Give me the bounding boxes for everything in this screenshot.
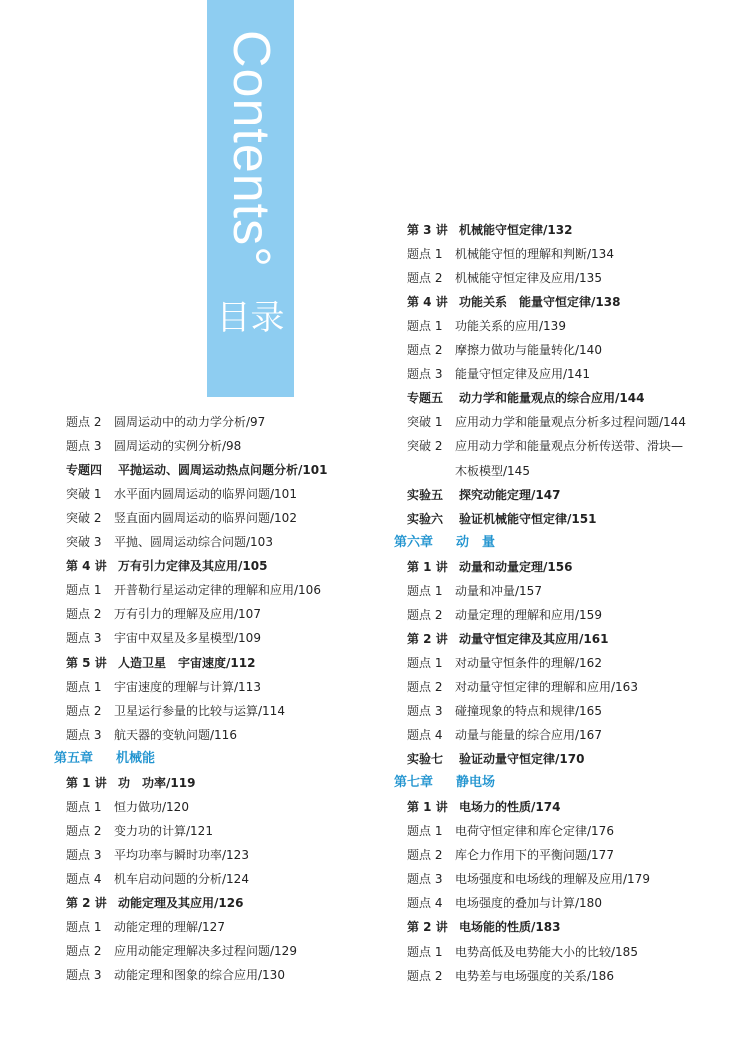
toc-entry-title: 圆周运动的实例分析/98 <box>114 439 242 454</box>
toc-entry-title: 机械能守恒的理解和判断/134 <box>455 247 614 262</box>
toc-entry-section <box>66 651 255 675</box>
toc-entry-label: 题点 2 <box>66 703 102 718</box>
toc-entry-label: 题点 1 <box>66 920 102 935</box>
toc-entry-label: 第 3 讲 <box>407 223 448 237</box>
toc-entry-label: 题点 2 <box>407 343 443 358</box>
toc-entry-label: 题点 2 <box>407 848 443 863</box>
toc-entry-title: 电势高低及电势能大小的比较/185 <box>455 944 638 959</box>
toc-entry-label: 题点 3 <box>66 968 102 983</box>
toc-entry-label: 突破 2 <box>66 511 102 526</box>
toc-entry-chapter <box>394 531 495 555</box>
toc-entry-label: 题点 1 <box>66 799 102 814</box>
contents-title-cn: 目录 <box>216 298 285 338</box>
toc-entry-title: 平均功率与瞬时功率/123 <box>114 847 249 862</box>
toc-entry-label: 第七章 <box>394 775 434 791</box>
toc-entry-topic <box>407 362 590 386</box>
toc-entry-label: 第 5 讲 <box>66 655 107 670</box>
toc-entry-title: 动 量 <box>456 534 496 550</box>
toc-entry-label: 第五章 <box>54 750 94 766</box>
toc-entry-topic <box>407 819 614 843</box>
toc-entry-title: 机械能 <box>116 750 156 766</box>
toc-entry-title: 水平面内圆周运动的临界问题/101 <box>114 487 297 502</box>
toc-entry-title: 人造卫星 宇宙速度/112 <box>118 655 256 670</box>
toc-entry-label: 题点 3 <box>66 847 102 862</box>
toc-entry-label: 突破 3 <box>66 535 102 550</box>
toc-entry-title: 电场强度的叠加与计算/180 <box>455 896 602 911</box>
toc-entry-topic <box>407 699 602 723</box>
toc-entry-topic <box>66 795 189 819</box>
contents-banner <box>207 0 294 397</box>
toc-entry-section <box>66 891 243 915</box>
toc-entry-topic <box>407 723 602 747</box>
toc-entry-label: 题点 3 <box>66 631 102 646</box>
toc-entry-topic <box>407 843 614 867</box>
toc-entry-topic <box>407 338 602 362</box>
toc-entry-section <box>407 795 560 819</box>
toc-entry-label: 题点 2 <box>66 823 102 838</box>
toc-entry-title: 功 功率/119 <box>118 775 196 790</box>
toc-entry-section <box>407 218 572 242</box>
toc-entry-title: 对动量守恒条件的理解/162 <box>455 655 602 670</box>
toc-entry-topic <box>407 891 602 915</box>
toc-entry-section <box>407 290 620 314</box>
toc-entry-title: 摩擦力做功与能量转化/140 <box>455 343 602 358</box>
toc-entry-label: 题点 2 <box>407 607 443 622</box>
toc-entry-title: 碰撞现象的特点和规律/165 <box>455 704 602 718</box>
toc-entry-label: 专题五 <box>407 391 444 406</box>
toc-entry-section <box>407 627 608 651</box>
toc-entry-label: 题点 3 <box>66 727 102 742</box>
toc-entry-section <box>407 555 572 579</box>
toc-entry-special <box>66 458 327 482</box>
toc-entry-label: 题点 4 <box>407 896 443 911</box>
toc-entry-label: 题点 1 <box>66 583 102 598</box>
toc-entry-title: 航天器的变轨问题/116 <box>114 727 237 742</box>
toc-entry-label: 题点 1 <box>407 583 443 598</box>
toc-entry-topic <box>66 699 285 723</box>
toc-entry-topic <box>66 939 297 963</box>
toc-entry-title: 宇宙速度的理解与计算/113 <box>114 679 261 694</box>
toc-entry-label: 题点 3 <box>407 704 443 718</box>
toc-entry-title: 电场强度和电场线的理解及应用/179 <box>455 872 650 887</box>
toc-entry-topic <box>66 963 285 987</box>
toc-entry-title: 万有引力定律及其应用/105 <box>118 559 268 574</box>
toc-entry-topic <box>407 867 650 891</box>
toc-entry-title: 电势差与电场强度的关系/186 <box>455 968 614 983</box>
toc-entry-topic <box>407 314 566 338</box>
toc-entry-chapter <box>54 747 155 771</box>
toc-entry-title: 探究动能定理/147 <box>459 487 561 502</box>
toc-entry-experiment <box>407 483 560 507</box>
toc-entry-title: 动力学和能量观点的综合应用/144 <box>459 391 645 406</box>
toc-entry-title: 功能关系 能量守恒定律/138 <box>459 295 621 310</box>
toc-entry-title: 平抛、圆周运动综合问题/103 <box>114 535 273 550</box>
toc-entry-topic <box>407 410 686 434</box>
toc-entry-label: 题点 3 <box>407 367 443 382</box>
toc-entry-topic <box>66 819 213 843</box>
toc-entry-topic <box>66 434 241 458</box>
toc-entry-title: 变力功的计算/121 <box>114 823 213 838</box>
toc-entry-topic <box>66 723 237 747</box>
toc-entry-label: 实验六 <box>407 511 444 526</box>
toc-entry-topic <box>407 579 542 603</box>
toc-entry-topic <box>407 964 614 988</box>
toc-entry-title: 动量和动量定理/156 <box>459 559 573 574</box>
toc-entry-section <box>66 554 267 578</box>
toc-entry-label: 第 1 讲 <box>407 559 448 574</box>
toc-entry-title: 应用动力学和能量观点分析多过程问题/144 <box>455 415 686 430</box>
toc-entry-title: 静电场 <box>456 775 496 791</box>
toc-entry-label: 题点 1 <box>407 944 443 959</box>
toc-entry-topic <box>407 242 614 266</box>
toc-entry-label: 题点 4 <box>66 871 102 886</box>
toc-entry-title: 宇宙中双星及多星模型/109 <box>114 631 261 646</box>
toc-entry-topic <box>407 675 638 699</box>
toc-entry-topic <box>66 843 249 867</box>
toc-entry-topic <box>407 651 602 675</box>
toc-entry-title: 电场能的性质/183 <box>459 920 561 935</box>
toc-entry-title: 动量守恒定律及其应用/161 <box>459 631 609 646</box>
toc-entry-title: 木板模型/145 <box>455 463 530 478</box>
toc-entry-label: 第 2 讲 <box>407 631 448 646</box>
toc-entry-section <box>407 915 560 939</box>
toc-entry-section <box>66 771 195 795</box>
toc-entry-label: 题点 1 <box>407 655 443 670</box>
toc-entry-topic <box>66 482 297 506</box>
toc-entry-label: 突破 1 <box>66 487 102 502</box>
toc-entry-experiment <box>407 747 584 771</box>
toc-entry-title: 应用动力学和能量观点分析传送带、滑块— <box>455 439 684 454</box>
toc-entry-label: 突破 1 <box>407 415 443 430</box>
toc-entry-label: 题点 2 <box>407 271 443 286</box>
toc-entry-label: 实验五 <box>407 487 444 502</box>
toc-entry-label: 题点 1 <box>407 824 443 839</box>
toc-entry-title: 动量与能量的综合应用/167 <box>455 728 602 743</box>
toc-entry-label: 题点 2 <box>66 415 102 429</box>
toc-entry-title: 机车启动问题的分析/124 <box>114 871 249 886</box>
toc-entry-label: 题点 3 <box>66 439 102 454</box>
toc-entry-label: 第 1 讲 <box>66 775 107 790</box>
toc-entry-title: 卫星运行参量的比较与运算/114 <box>114 703 285 718</box>
toc-entry-label: 实验七 <box>407 752 444 767</box>
toc-entry-special <box>407 386 644 410</box>
toc-entry-title: 竖直面内圆周运动的临界问题/102 <box>114 511 297 526</box>
toc-entry-label: 题点 1 <box>407 319 443 334</box>
toc-entry-cont <box>455 459 530 483</box>
toc-entry-title: 验证动量守恒定律/170 <box>459 752 585 767</box>
toc-entry-topic <box>66 410 265 434</box>
toc-entry-topic <box>66 915 225 939</box>
contents-title: Contents° <box>221 30 280 268</box>
toc-entry-topic <box>66 867 249 891</box>
toc-entry-label: 题点 4 <box>407 728 443 743</box>
toc-entry-experiment <box>407 507 596 531</box>
toc-entry-label: 第 4 讲 <box>407 295 448 310</box>
toc-entry-topic <box>407 603 602 627</box>
toc-entry-title: 电场力的性质/174 <box>459 800 561 815</box>
toc-entry-label: 突破 2 <box>407 439 443 454</box>
toc-entry-label: 题点 2 <box>66 944 102 959</box>
toc-entry-label: 专题四 <box>66 463 103 478</box>
toc-entry-topic <box>407 940 638 964</box>
toc-entry-topic <box>66 530 273 554</box>
toc-entry-topic <box>66 578 321 602</box>
toc-entry-title: 验证机械能守恒定律/151 <box>459 511 597 526</box>
toc-entry-label: 题点 1 <box>407 247 443 262</box>
toc-entry-topic <box>66 626 261 650</box>
toc-entry-label: 题点 1 <box>66 679 102 694</box>
toc-entry-label: 第 4 讲 <box>66 559 107 574</box>
toc-entry-title: 圆周运动中的动力学分析/97 <box>114 415 266 429</box>
toc-entry-title: 开普勒行星运动定律的理解和应用/106 <box>114 583 321 598</box>
toc-entry-title: 机械能守恒定律及应用/135 <box>455 271 602 286</box>
toc-entry-title: 机械能守恒定律/132 <box>459 223 573 237</box>
toc-entry-label: 第 2 讲 <box>66 896 107 910</box>
toc-entry-title: 万有引力的理解及应用/107 <box>114 607 261 622</box>
toc-entry-title: 动量定理的理解和应用/159 <box>455 607 602 622</box>
toc-entry-title: 应用动能定理解决多过程问题/129 <box>114 944 297 959</box>
toc-entry-label: 题点 2 <box>66 607 102 622</box>
toc-entry-label: 题点 2 <box>407 679 443 694</box>
toc-entry-label: 题点 3 <box>407 872 443 887</box>
toc-entry-label: 第 1 讲 <box>407 800 448 815</box>
toc-entry-title: 功能关系的应用/139 <box>455 319 566 334</box>
toc-entry-title: 动能定理及其应用/126 <box>118 896 244 910</box>
toc-entry-title: 能量守恒定律及应用/141 <box>455 367 590 382</box>
toc-entry-topic <box>66 602 261 626</box>
toc-entry-title: 平抛运动、圆周运动热点问题分析/101 <box>118 463 328 478</box>
toc-entry-title: 动能定理和图象的综合应用/130 <box>114 968 285 983</box>
toc-entry-topic <box>66 506 297 530</box>
toc-entry-title: 库仑力作用下的平衡问题/177 <box>455 848 614 863</box>
toc-entry-chapter <box>394 771 495 795</box>
toc-entry-topic <box>407 266 602 290</box>
toc-entry-title: 动量和冲量/157 <box>455 583 542 598</box>
toc-entry-topic <box>66 675 261 699</box>
toc-entry-label: 第 2 讲 <box>407 920 448 935</box>
toc-entry-topic <box>407 434 683 458</box>
toc-entry-title: 动能定理的理解/127 <box>114 920 225 935</box>
toc-entry-label: 第六章 <box>394 534 434 550</box>
toc-entry-label: 题点 2 <box>407 968 443 983</box>
toc-entry-title: 对动量守恒定律的理解和应用/163 <box>455 679 638 694</box>
toc-entry-title: 恒力做功/120 <box>114 799 189 814</box>
toc-entry-title: 电荷守恒定律和库仑定律/176 <box>455 824 614 839</box>
